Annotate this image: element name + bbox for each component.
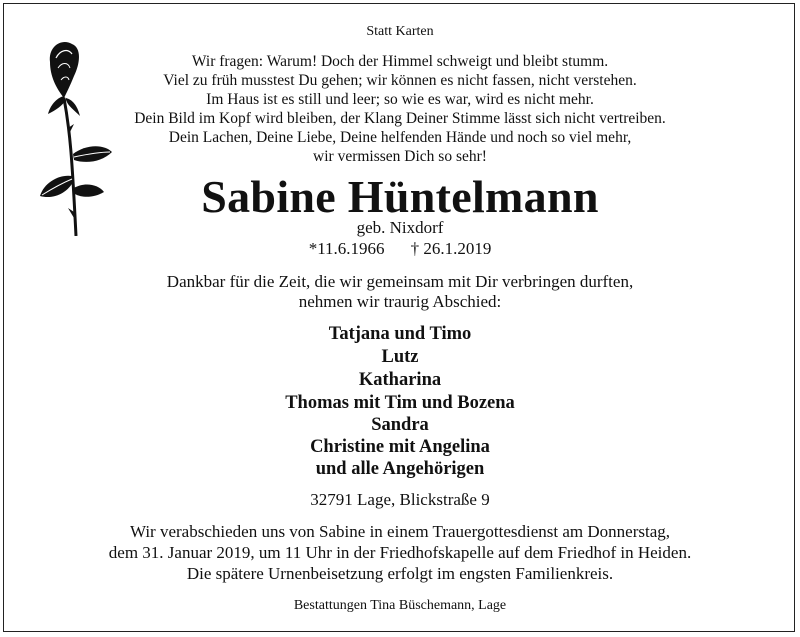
deceased-name: Sabine Hüntelmann bbox=[201, 171, 599, 222]
intro-text: Statt Karten bbox=[366, 24, 434, 39]
death-date: † 26.1.2019 bbox=[410, 239, 492, 258]
poem-line: wir vermissen Dich so sehr! bbox=[313, 148, 487, 165]
maiden-name: geb. Nixdorf bbox=[356, 218, 444, 237]
poem-line: Dein Lachen, Deine Liebe, Deine helfenden Hände und noch so viel mehr, bbox=[168, 129, 632, 146]
service-line: Die spätere Urnenbeisetzung erfolgt im engsten Familienkreis. bbox=[186, 564, 614, 583]
birth-date: *11.6.1966 bbox=[308, 239, 385, 258]
mourner-name: Lutz bbox=[381, 347, 419, 367]
poem-line: Viel zu früh musstest Du gehen; wir können es nicht fassen, nicht verstehen. bbox=[163, 72, 637, 89]
address: 32791 Lage, Blickstraße 9 bbox=[310, 490, 490, 509]
mourner-name: Thomas mit Tim und Bozena bbox=[285, 393, 515, 413]
mourner-name: und alle Angehörigen bbox=[315, 459, 485, 479]
poem-line: Im Haus ist es still und leer; so wie es war, wird es nicht mehr. bbox=[206, 91, 594, 108]
mourner-name: Katharina bbox=[358, 370, 442, 390]
service-line: dem 31. Januar 2019, um 11 Uhr in der Friedhofskapelle auf dem Friedhof in Heiden. bbox=[108, 543, 692, 562]
mourner-name: Tatjana und Timo bbox=[328, 324, 472, 344]
mourner-name: Sandra bbox=[371, 415, 429, 435]
poem-line: Wir fragen: Warum! Doch der Himmel schweigt und bleibt stumm. bbox=[191, 53, 609, 70]
gratitude-line: Dankbar für die Zeit, die wir gemeinsam mit Dir verbringen durften, bbox=[166, 272, 634, 291]
poem-line: Dein Bild im Kopf wird bleiben, der Klang Deiner Stimme lässt sich nicht vertreiben. bbox=[134, 110, 666, 127]
gratitude-line: nehmen wir traurig Abschied: bbox=[298, 292, 502, 311]
service-line: Wir verabschieden uns von Sabine in einem Trauergottesdienst am Donnerstag, bbox=[129, 522, 671, 541]
life-dates bbox=[0, 239, 800, 259]
undertaker-text: Bestattungen Tina Büschemann, Lage bbox=[293, 598, 507, 613]
mourner-name: Christine mit Angelina bbox=[310, 437, 490, 457]
